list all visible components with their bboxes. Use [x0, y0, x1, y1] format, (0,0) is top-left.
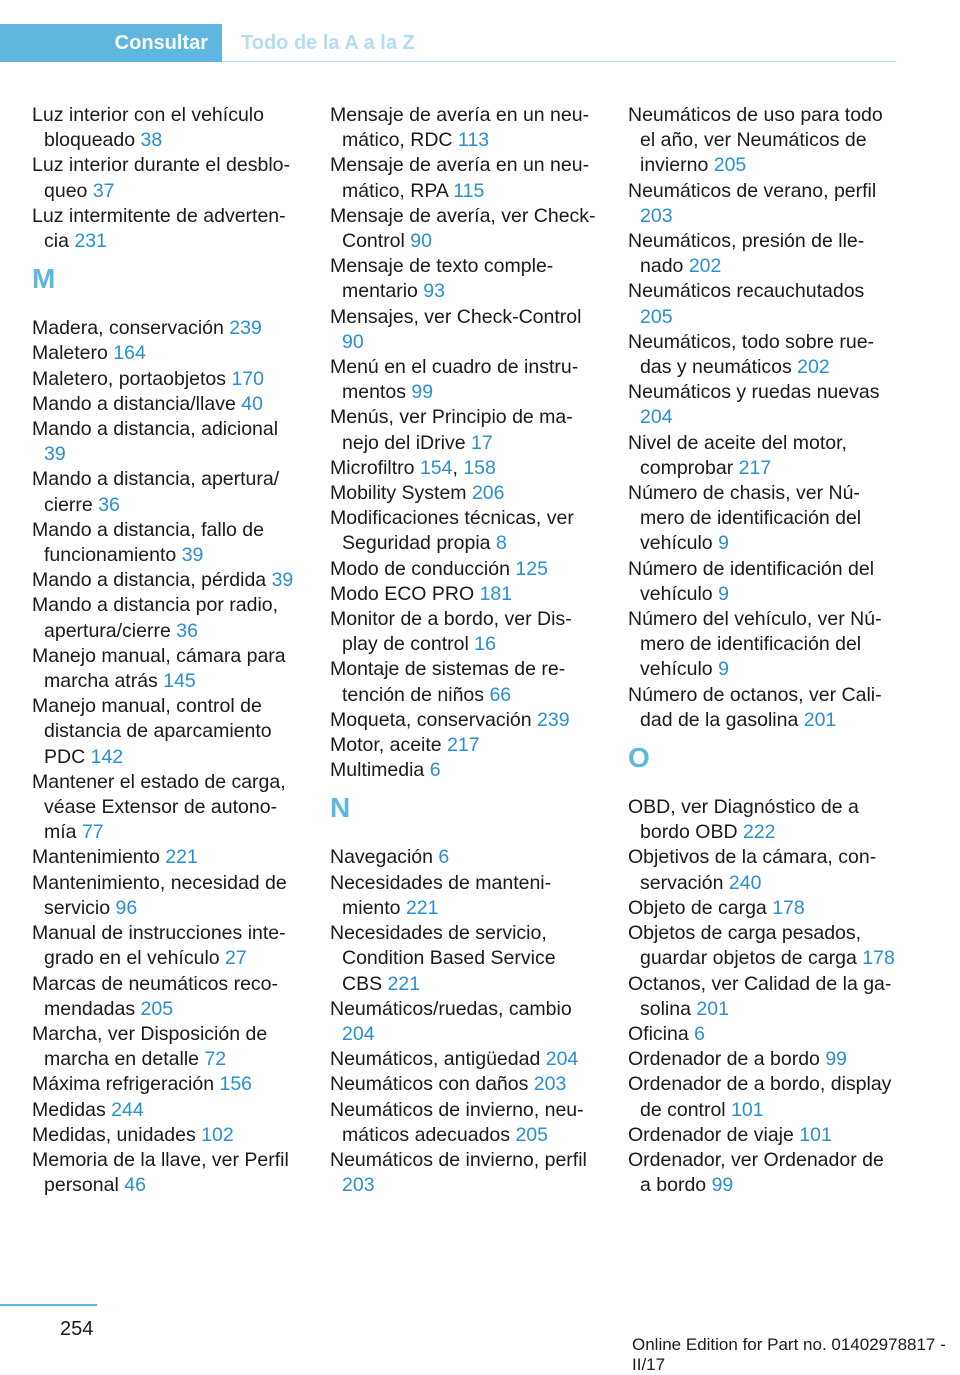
index-entry [32, 467, 300, 517]
index-entry-text: Modo ECO PRO [330, 582, 475, 605]
index-entry [330, 481, 598, 506]
index-entry-text: Mensaje de avería en un neumático, RPA [330, 154, 590, 202]
index-entry [330, 1047, 598, 1072]
page-link[interactable]: 204 [545, 1048, 579, 1071]
index-entry-text: Marcas de neumáticos recomendadas [32, 972, 279, 1020]
index-entry [330, 405, 598, 455]
index-entry-text: Luz interior durante el desbloqueo [32, 154, 290, 202]
page-link[interactable]: 181 [479, 582, 513, 605]
page-link[interactable]: 221 [405, 896, 439, 919]
index-entry-text: Número de octanos, ver Calidad de la gasolina [628, 683, 882, 731]
section-letter: O [628, 742, 650, 774]
page-link[interactable]: 6 [429, 759, 441, 782]
index-entry-text: Manual de instrucciones integrado en el vehículo [32, 922, 286, 970]
page-link[interactable]: 39 [44, 443, 66, 466]
index-entry-text: Mando a distancia, pérdida [32, 569, 267, 592]
section-letter: N [330, 792, 351, 824]
index-entry [330, 607, 598, 657]
index-entry [32, 367, 300, 392]
index-entry-text: Marcha, ver Disposición de marcha en detalle [32, 1022, 268, 1071]
index-entry-text: Oficina [628, 1022, 689, 1045]
index-entry-text: Neumáticos recauchutados [628, 280, 865, 303]
index-entry [330, 997, 598, 1047]
page-link[interactable]: 9 [718, 582, 729, 605]
index-entry [628, 557, 896, 607]
index-entry-text: Neumáticos y ruedas nuevas [628, 381, 880, 404]
index-entry-text: OBD, ver Diagnóstico de a bordo OBD [628, 796, 859, 844]
index-entry-text: Motor, aceite [330, 734, 442, 757]
index-entry [628, 431, 896, 481]
section-letter: M [32, 263, 56, 295]
index-column-1 [32, 103, 300, 1198]
page-number: 254 [60, 1318, 94, 1340]
index-entry [32, 103, 300, 153]
page-link[interactable]: 206 [471, 482, 505, 505]
index-entry-text: Medidas [32, 1098, 106, 1121]
index-entry-text: Mando a distancia por radio, apertura/cierre [32, 594, 279, 642]
page-link[interactable]: 164 [113, 342, 146, 365]
index-entry [628, 607, 896, 683]
index-entry-text: Neumáticos, presión de llenado [628, 230, 865, 278]
index-entry-text: Mando a distancia/llave [32, 392, 236, 415]
index-entry-text: Menú en el cuadro de instrumentos [330, 356, 579, 404]
index-entry-text: Navegación [330, 846, 433, 869]
page-link[interactable]: 9 [718, 658, 729, 681]
index-entry-text: Número de identificación del vehículo [628, 557, 875, 605]
index-entry-text: Madera, conservación [32, 317, 224, 340]
index-entry [32, 770, 300, 846]
index-entry [330, 204, 598, 254]
index-entry-text: Mantenimiento, necesidad de servicio [32, 871, 287, 919]
index-entry-text: Mantenimiento [32, 846, 160, 869]
index-entry [330, 1098, 598, 1148]
page-link[interactable]: 17 [470, 431, 493, 454]
page-link[interactable]: 115 [453, 179, 485, 202]
index-entry-text: Mando a distancia, fallo de funcionamiento [32, 518, 264, 567]
page-link[interactable]: 205 [640, 305, 673, 328]
page-link[interactable]: 178 [862, 947, 895, 970]
page-link[interactable]: 101 [799, 1123, 832, 1146]
index-entry-text: Mando a distancia, apertura/ cierre [32, 468, 280, 516]
index-entry-text: Mobility System [330, 482, 467, 505]
edition-note: Online Edition for Part no. 01402978817 - II/17 [632, 1335, 946, 1374]
index-entry [32, 644, 300, 694]
page-link[interactable]: 16 [474, 633, 496, 656]
page-link[interactable]: 6 [438, 846, 450, 869]
index-entry [330, 305, 598, 355]
tab-todo-de-la-a-a-la-z[interactable]: Todo de la A a la Z [241, 31, 415, 54]
page-link[interactable]: 99 [711, 1174, 734, 1197]
page-link[interactable]: 217 [738, 456, 772, 479]
index-entry-text: Objetivos de la cámara, conservación [628, 846, 877, 894]
page-link[interactable]: 6 [694, 1022, 705, 1045]
index-entry [32, 921, 300, 971]
page-link[interactable]: 39 [181, 544, 204, 567]
page-link[interactable]: 96 [115, 896, 138, 919]
index-entry-text: Mensaje de avería, ver Check-Control [330, 204, 596, 253]
index-entry-text: Necesidades de servicio, Condition Based Service CBS [330, 922, 556, 995]
index-entry-text: Objetos de carga pesados, guardar objetos de carga [628, 922, 862, 970]
page-link[interactable]: 203 [342, 1174, 375, 1197]
index-entry [628, 1148, 896, 1198]
index-entry [32, 392, 300, 417]
page-link[interactable]: 239 [537, 708, 570, 731]
page-link[interactable]: 145 [163, 670, 196, 693]
index-entry [628, 1123, 896, 1148]
page-link[interactable]: 40 [241, 392, 263, 415]
index-entry-text: Ordenador de a bordo [628, 1048, 820, 1071]
index-entry [32, 1072, 300, 1097]
page-link[interactable]: 203 [533, 1073, 567, 1096]
index-entry-text: Nivel de aceite del motor, comprobar [628, 431, 847, 479]
index-entry-text: Neumáticos/ruedas, cambio [330, 997, 572, 1020]
index-entry [330, 153, 598, 203]
index-entry [628, 279, 896, 329]
index-entry-text: Mantener el estado de carga, véase Extensor de autonomía [32, 770, 286, 844]
page-link[interactable]: 113 [457, 129, 490, 152]
index-entry-text: Neumáticos, antigüedad [330, 1048, 541, 1071]
tab-consultar[interactable]: Consultar [0, 24, 222, 62]
index-entry-text: Ordenador, ver Ordenador de a bordo [628, 1148, 884, 1197]
index-entry [628, 1022, 896, 1047]
index-entry-text: Modificaciones técnicas, ver Seguridad propia [330, 507, 574, 555]
index-entry [330, 921, 598, 997]
index-entry [628, 896, 896, 921]
page-link[interactable]: 9 [718, 532, 729, 555]
index-entry [32, 1123, 300, 1148]
index-entry [32, 871, 300, 921]
index-entry [628, 103, 896, 179]
page-link[interactable]: 46 [124, 1174, 146, 1197]
page-link[interactable]: 205 [713, 154, 747, 177]
index-entry-text: Microfiltro [330, 456, 415, 479]
index-entry [330, 845, 598, 870]
page-link[interactable]: 201 [803, 708, 837, 731]
page-link[interactable]: 90 [342, 330, 364, 353]
page-link[interactable]: 90 [410, 230, 432, 253]
page-link[interactable]: 202 [688, 255, 722, 278]
index-entry [330, 254, 598, 304]
index-entry [32, 694, 300, 770]
page-link[interactable]: 99 [411, 381, 434, 404]
index-entry [628, 481, 896, 557]
index-entry [628, 972, 896, 1022]
index-entry [628, 1072, 896, 1122]
page-link[interactable]: 36 [176, 619, 198, 642]
index-entry [330, 557, 598, 582]
index-entry-text: Objeto de carga [628, 896, 767, 919]
page-link[interactable]: 205 [515, 1123, 548, 1146]
index-entry-text: Montaje de sistemas de retención de niños [330, 658, 566, 706]
header-bar [0, 24, 896, 62]
index-entry-text: Luz interior con el vehículo bloqueado [32, 104, 264, 152]
page-link[interactable]: 221 [387, 972, 421, 995]
index-entry-text: Número de chasis, ver Número de identificación del vehículo [628, 482, 862, 555]
header-divider [222, 61, 896, 62]
page-link[interactable]: 36 [98, 493, 120, 516]
index-entry-text: Menús, ver Principio de manejo del iDrive [330, 406, 573, 454]
index-entry-text: Neumáticos de invierno, perfil [330, 1148, 587, 1171]
index-entry [628, 683, 896, 733]
index-entry [32, 845, 300, 870]
index-entry [32, 1148, 300, 1198]
index-entry-text: Número del vehículo, ver Número de identificación del vehículo [628, 608, 882, 681]
index-entry-text: Octanos, ver Calidad de la gasolina [628, 972, 892, 1020]
index-entry [32, 1022, 300, 1072]
index-entry [330, 355, 598, 405]
index-entry [32, 341, 300, 366]
index-entry-text: Moqueta, conservación [330, 708, 532, 731]
index-entry [330, 657, 598, 707]
index-entry-text: Modo de conducción [330, 557, 510, 580]
page-link[interactable]: 99 [825, 1048, 848, 1071]
page-link[interactable]: 202 [797, 356, 830, 379]
index-entry-text: Luz intermitente de advertencia [32, 204, 286, 253]
page-link[interactable]: 38 [140, 129, 163, 152]
page-link[interactable]: 231 [74, 230, 107, 253]
index-entry-text: Neumáticos de invierno, neumáticos adecuados [330, 1098, 584, 1146]
index-entry-text: Monitor de a bordo, ver Display de control [330, 608, 572, 656]
index-entry [32, 417, 300, 467]
page-link[interactable]: 222 [742, 821, 776, 844]
index-entry-text: Manejo manual, control de distancia de aparcamiento PDC [32, 695, 272, 768]
watermark-logo [720, 1330, 950, 1360]
index-entry [32, 204, 300, 254]
index-entry [628, 229, 896, 279]
index-entry-text: Neumáticos de verano, perfil [628, 179, 877, 202]
index-entry [32, 972, 300, 1022]
index-entry [330, 1072, 598, 1097]
page-link[interactable]: 217 [447, 734, 480, 757]
page-link[interactable]: 156 [219, 1073, 253, 1096]
page-link[interactable]: 244 [111, 1098, 144, 1121]
index-entry [628, 795, 896, 845]
footer-divider [0, 1304, 97, 1306]
index-entry-text: Neumáticos con daños [330, 1073, 529, 1096]
index-entry [628, 921, 896, 971]
index-entry-text: Máxima refrigeración [32, 1073, 215, 1096]
index-entry [32, 316, 300, 341]
index-entry [628, 330, 896, 380]
index-entry-text: Medidas, unidades [32, 1123, 196, 1146]
index-entry-text: Mando a distancia, adicional [32, 418, 279, 441]
page-link[interactable]: 77 [81, 821, 104, 844]
page-link[interactable]: 39 [271, 569, 294, 592]
index-entry-text: Manejo manual, cámara para marcha atrás [32, 644, 286, 693]
page-link[interactable]: 102 [201, 1123, 234, 1146]
page-link[interactable]: 221 [165, 846, 198, 869]
index-entry: Microfiltro 154, 158 [330, 456, 496, 479]
index-entry-text: Mensaje de avería en un neumático, RDC [330, 104, 590, 152]
index-entry [32, 1098, 300, 1123]
index-entry [330, 582, 598, 607]
index-entry [32, 568, 300, 593]
index-column-2 [330, 103, 598, 1198]
index-entry [32, 518, 300, 568]
page-link[interactable]: 158 [463, 456, 496, 479]
index-entry [628, 1047, 896, 1072]
index-entry [330, 733, 598, 758]
index-entry [330, 1148, 598, 1198]
index-entry [628, 179, 896, 229]
page-link[interactable]: 93 [423, 280, 445, 303]
index-entry [32, 593, 300, 643]
index-entry [628, 380, 896, 430]
index-entry-text: Mensaje de texto complementario [330, 255, 554, 303]
page-link[interactable]: 170 [231, 367, 264, 390]
page-link[interactable]: 204 [342, 1022, 375, 1045]
index-entry [330, 708, 598, 733]
index-entry-text: Maletero, portaobjetos [32, 367, 227, 390]
page-link[interactable]: 205 [140, 997, 174, 1020]
page-link[interactable]: 203 [640, 204, 673, 227]
page-link[interactable]: 37 [92, 179, 115, 202]
page-link[interactable]: 204 [640, 406, 673, 429]
index-entry-text: Ordenador de viaje [628, 1123, 794, 1146]
page-link[interactable]: 8 [495, 532, 507, 555]
index-entry-text: Neumáticos de uso para todo el año, ver Neumáticos de invierno [628, 104, 883, 177]
index-entry-text: Ordenador de a bordo, display de control [628, 1073, 892, 1121]
page-link[interactable]: 72 [204, 1048, 227, 1071]
page-link[interactable]: 125 [515, 557, 548, 580]
index-column-3 [628, 103, 896, 1198]
page-link[interactable]: 66 [489, 683, 512, 706]
index-entry [330, 871, 598, 921]
page-link[interactable]: 240 [728, 871, 762, 894]
page-link[interactable]: 178 [772, 896, 805, 919]
index-entry-text: Multimedia [330, 759, 425, 782]
index-entry [330, 758, 598, 783]
page-link[interactable]: 201 [696, 997, 729, 1020]
index-entry-text: Memoria de la llave, ver Perfil personal [32, 1148, 289, 1197]
index-entry [628, 845, 896, 895]
index-entry-text: Necesidades de mantenimiento [330, 871, 552, 919]
page-link[interactable]: 154 [419, 456, 453, 479]
page-link[interactable]: 239 [229, 317, 262, 340]
index-entry [32, 153, 300, 203]
index-entry [330, 506, 598, 556]
index-entry-text: Neumáticos, todo sobre ruedas y neumáticos [628, 330, 875, 379]
index-entry-text: Maletero [32, 342, 108, 365]
page-link[interactable]: 101 [731, 1098, 764, 1121]
index-entry-text: Mensajes, ver Check-Control [330, 305, 582, 328]
page-link[interactable]: 27 [225, 947, 247, 970]
index-entry [330, 103, 598, 153]
page-link[interactable]: 142 [90, 745, 124, 768]
